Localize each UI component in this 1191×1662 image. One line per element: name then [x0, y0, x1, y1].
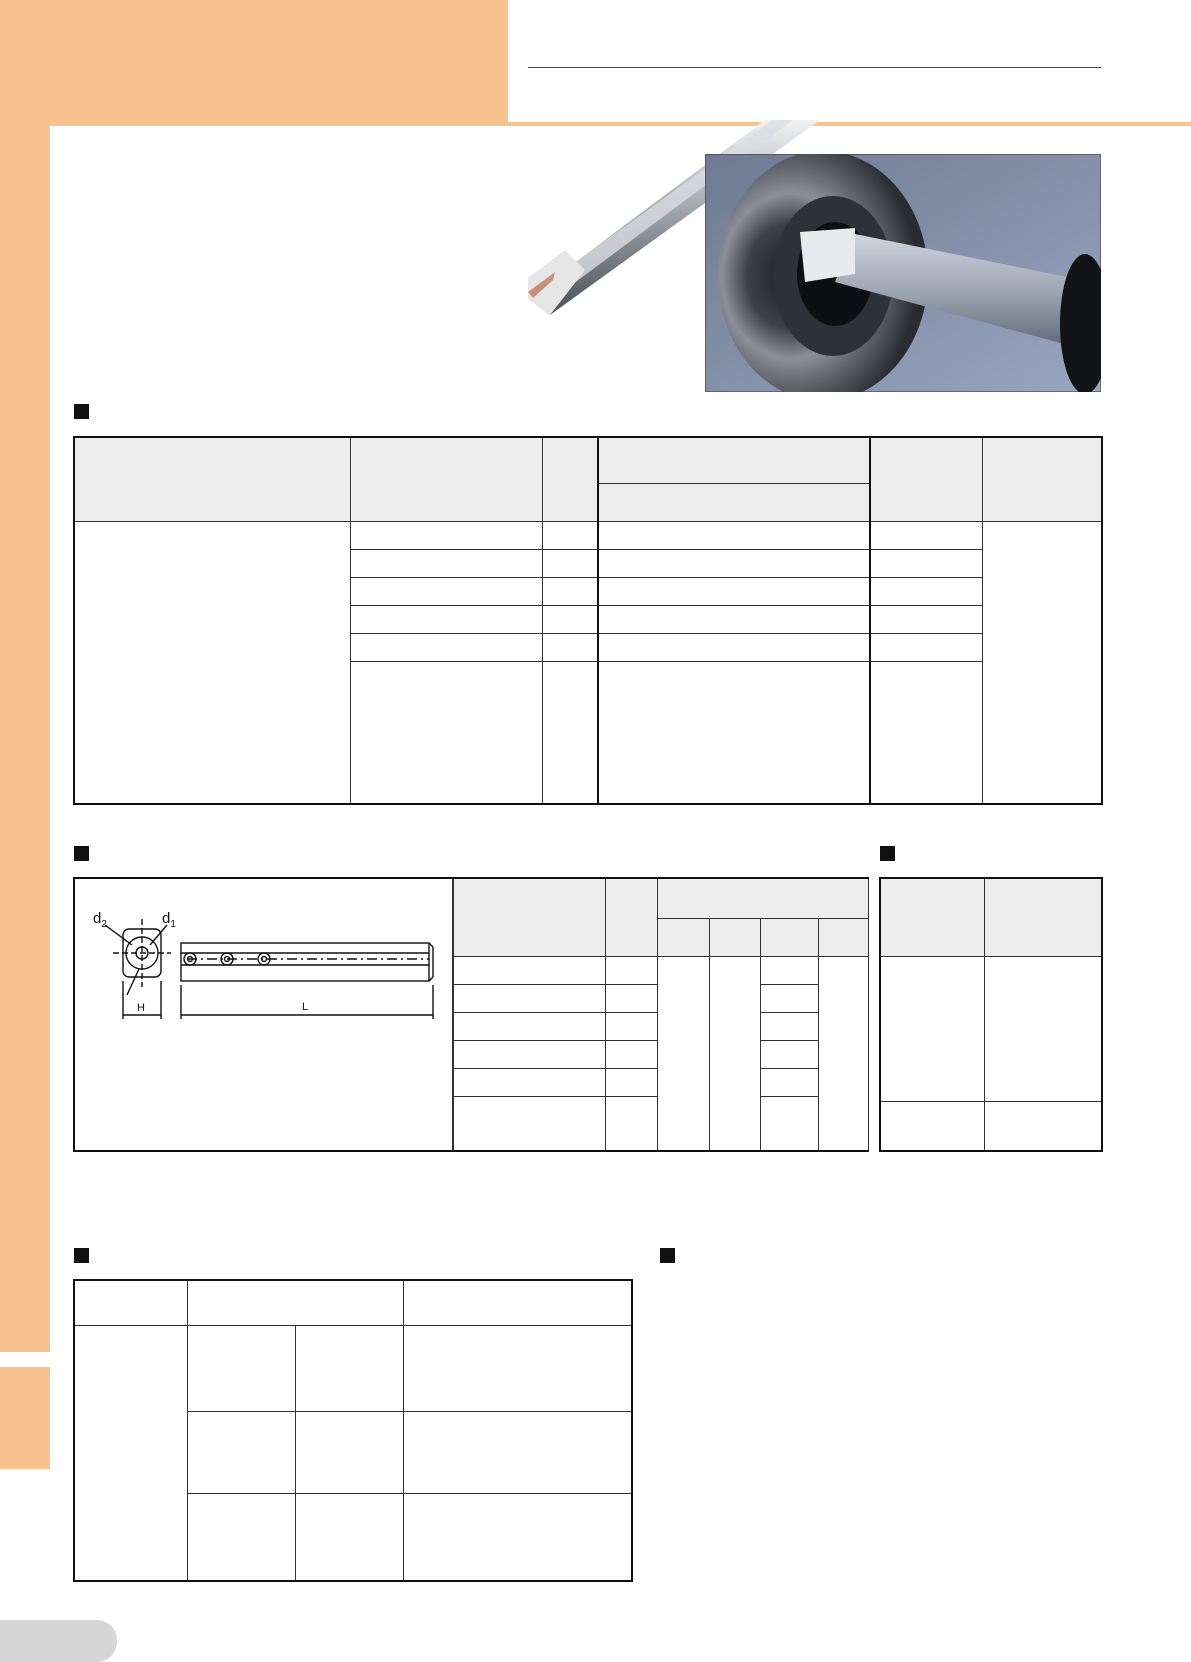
header-cell [187, 1280, 403, 1325]
table-cell [606, 1096, 658, 1151]
table-cell [606, 1012, 658, 1040]
table-cell [870, 661, 982, 804]
header-cell [350, 437, 542, 521]
table-cell [454, 956, 606, 984]
table-cell [454, 1096, 606, 1151]
table-cell [982, 521, 1102, 804]
table-cell [403, 1325, 632, 1411]
table-cell [542, 577, 598, 605]
header-cell [403, 1280, 632, 1325]
header-cell [454, 878, 606, 956]
table-cell [870, 577, 982, 605]
table-cell [880, 1101, 984, 1151]
side-orange-tab [0, 1367, 50, 1469]
section-marker-1 [74, 404, 89, 419]
section-marker-2 [74, 846, 89, 861]
table-cell [710, 956, 761, 1151]
label-d1: $d_1$ [162, 910, 176, 930]
table-cell [350, 605, 542, 633]
table-cell [454, 1012, 606, 1040]
table-cell [187, 1493, 295, 1581]
table-cell [187, 1325, 295, 1411]
label-L: L [302, 1001, 309, 1013]
table-cell [598, 661, 870, 804]
table-cell [870, 605, 982, 633]
table-cell [350, 661, 542, 804]
application-table [73, 436, 1103, 805]
table-cell [350, 521, 542, 549]
header-cell [598, 437, 870, 483]
table-cell [350, 633, 542, 661]
table-cell [542, 549, 598, 577]
header-orange-block [0, 0, 508, 126]
table-cell [598, 633, 870, 661]
table-cell [74, 1325, 187, 1581]
table-cell [542, 605, 598, 633]
header-cell [880, 878, 984, 956]
table-cell [606, 956, 658, 984]
header-cell [710, 918, 761, 956]
table-cell [761, 1096, 819, 1151]
table-cell [74, 521, 350, 804]
section-marker-5 [660, 1248, 675, 1263]
table-cell [761, 1040, 819, 1068]
table-cell [870, 549, 982, 577]
label-d2: $d_2$ [93, 910, 107, 930]
table-cell [295, 1411, 403, 1493]
table-cell [870, 521, 982, 549]
table-cell [350, 549, 542, 577]
table-cell [606, 1068, 658, 1096]
table-cell [761, 956, 819, 984]
table-cell [350, 577, 542, 605]
spare-parts-table [879, 877, 1103, 1152]
dimension-table [453, 877, 869, 1152]
table-cell [870, 633, 982, 661]
table-cell [295, 1493, 403, 1581]
dimension-drawing [75, 879, 451, 1150]
header-cell [761, 918, 819, 956]
table-cell [598, 605, 870, 633]
table-cell [984, 956, 1102, 1101]
header-cell [74, 1280, 187, 1325]
page-number-tab [0, 1620, 117, 1662]
header-cell [982, 437, 1102, 521]
machining-photo [705, 154, 1101, 392]
table-cell [606, 1040, 658, 1068]
table-cell [403, 1411, 632, 1493]
side-orange-bar [0, 126, 50, 1352]
table-cell [761, 1012, 819, 1040]
cutting-conditions-table [73, 1279, 633, 1582]
table-cell [880, 956, 984, 1101]
table-cell [295, 1325, 403, 1411]
table-cell [403, 1493, 632, 1581]
table-cell [598, 577, 870, 605]
dimension-drawing-box [73, 877, 453, 1152]
table-cell [761, 1068, 819, 1096]
label-H: H [137, 1002, 145, 1014]
section-marker-3 [880, 846, 895, 861]
header-cell [74, 437, 350, 521]
table-cell [542, 521, 598, 549]
table-cell [984, 1101, 1102, 1151]
table-cell [658, 956, 710, 1151]
header-cell [542, 437, 598, 521]
header-cell [658, 918, 710, 956]
header-cell [819, 918, 869, 956]
section-marker-4 [74, 1248, 89, 1263]
table-cell [761, 984, 819, 1012]
table-cell [542, 633, 598, 661]
table-cell [187, 1411, 295, 1493]
table-cell [542, 661, 598, 804]
header-cell [984, 878, 1102, 956]
table-cell [454, 1040, 606, 1068]
table-cell [819, 956, 869, 1151]
header-cell [606, 878, 658, 956]
header-cell [598, 483, 870, 521]
table-cell [454, 984, 606, 1012]
table-cell [606, 984, 658, 1012]
header-rule [528, 67, 1101, 68]
header-cell [870, 437, 982, 521]
table-cell [598, 521, 870, 549]
header-cell [658, 878, 869, 918]
table-cell [598, 549, 870, 577]
table-cell [454, 1068, 606, 1096]
